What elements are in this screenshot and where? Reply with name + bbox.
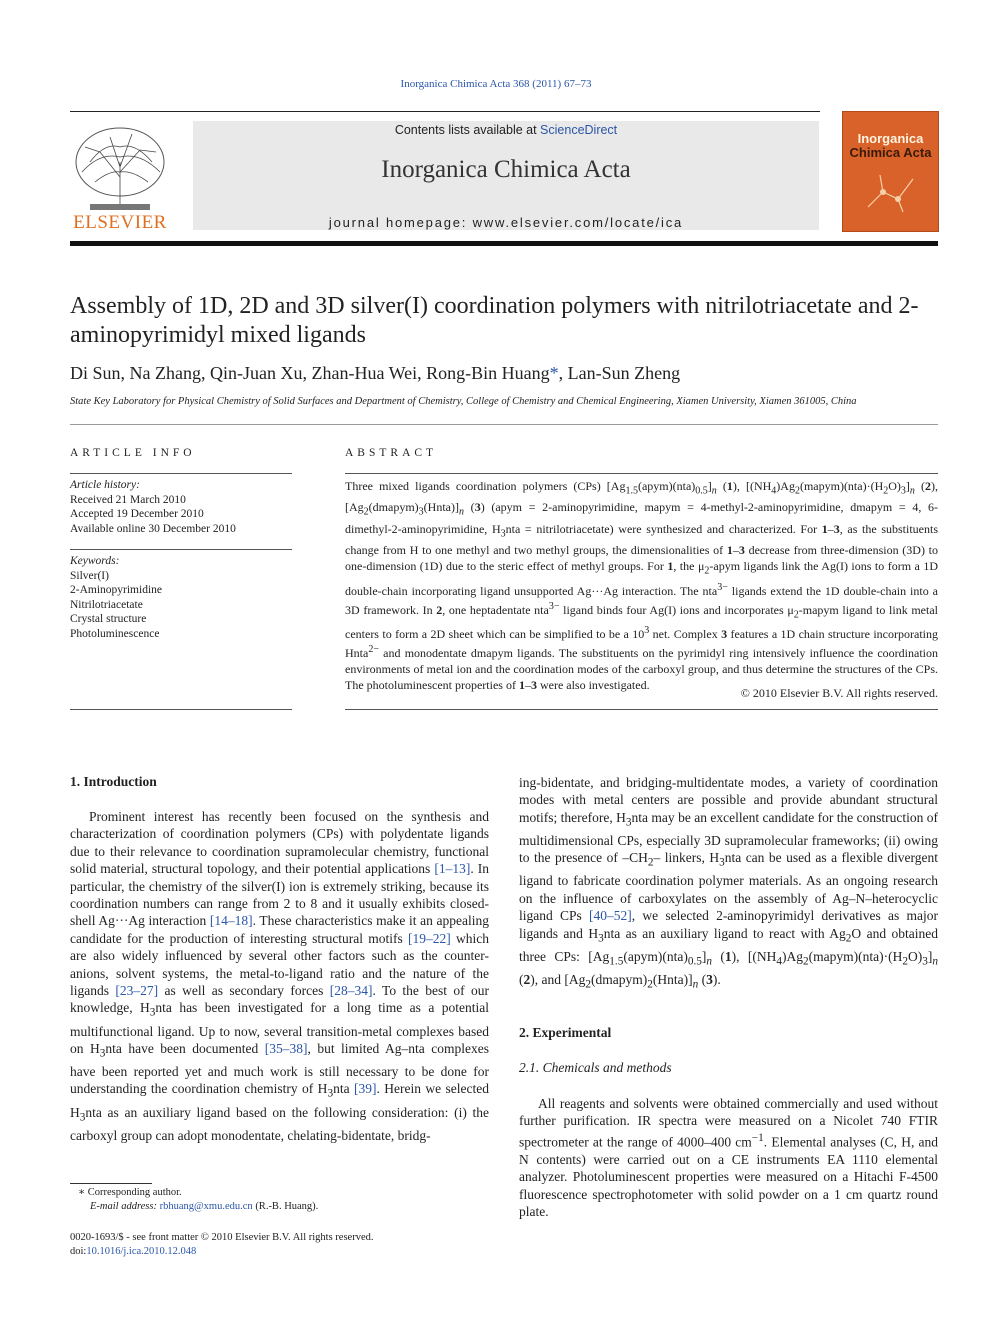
citation-link[interactable]: [40–52] <box>589 908 632 924</box>
abstract-heading: ABSTRACT <box>345 447 438 459</box>
email-label: E-mail address: <box>90 1201 157 1212</box>
email-link[interactable]: rbhuang@xmu.edu.cn <box>159 1201 253 1212</box>
citation-link[interactable]: [28–34] <box>329 983 373 999</box>
introduction-continued: ing-bidentate, and bridging-multidentate modes, a variety of coordination modes with metal centers are possible and provide abundant structural motifs; therefore, $H_3nta$ may be an excellent candidate for the construction of multidimensional CPs, especially 3D supramolecular frameworks; (ii) owing to the presence of $-CH_2-$ linkers, $H_3nta$ can be used as a flexible divergent ligand to fabricate coordination polymer materials. As an ongoing research on the influence of carboxylates on the assembly of Ag–N–heterocyclic ligand CPs [40–52], we selected 2-aminopyrimidyl derivatives as major ligands and $H_3nta$ as an auxiliary ligand to react with $Ag_2O$ and obtained three CPs: $[Ag_{1.5}(apym)(nta)_{0.5}]_n$ (1), $[(NH_4)Ag_2(mapym)(nta)\cdot(H_2O)_3]_n$ (2), and $[Ag_2(dmapym)_2(Hnta)]_n$ (3). <box>519 775 939 991</box>
corresponding-label: Corresponding author. <box>87 1187 182 1198</box>
history-received: Received 21 March 2010 <box>70 493 186 506</box>
experimental-heading: 2. Experimental <box>519 1025 612 1040</box>
abstract-rule <box>345 473 938 474</box>
keywords-label: Keywords: <box>70 555 120 567</box>
article-title: Assembly of 1D, 2D and 3D silver(I) coordination polymers with nitrilotriacetate and 2-aminopyrimidyl mixed ligands <box>70 293 919 348</box>
keyword: 2-Aminopyrimidine <box>70 584 162 596</box>
history-label: Article history: <box>70 479 140 491</box>
citation-link[interactable]: [23–27] <box>115 983 159 999</box>
keywords-block <box>70 554 292 641</box>
cover-molecule-icon <box>858 167 923 217</box>
citation-link[interactable]: [35–38] <box>264 1040 308 1056</box>
issn-doi-block <box>70 1231 490 1259</box>
chemicals-paragraph: All reagents and solvents were obtained commercially and used without further purification. IR spectra were measured on a Nicolet 740 FTIR spectrometer at the range of 4000–400 $cm^{-1}$. Elemental analyses (C, H, and N contents) were carried out on a CE instruments EA 1110 elemental analyzer. Photoluminescent properties were measured on a Hitachi F-4500 fluorescence spectrophotometer with solid powder on a 1 cm quartz round plate. <box>519 1096 939 1219</box>
affiliation: State Key Laboratory for Physical Chemistry of Solid Surfaces and Department of Chemistry, College of Chemistry and Chemical Engineering, Xiamen University, Xiamen 361005, China <box>70 396 857 407</box>
article-info-bottom-rule <box>70 709 292 710</box>
journal-cover <box>842 111 939 232</box>
introduction-paragraph: Prominent interest has recently been focused on the synthesis and characterization of coordination polymers (CPs) with polydentate ligands due to their relevance to coordination supramolecular chemistry, functional solid material, structural topology, and their potential applications [1–13]. In particular, the chemistry of the silver(I) ion is extremely striking, because its coordination numbers can range from 2 to 8 and it usually exhibits closed-shell Ag···Ag interaction [14–18]. These characteristics make it an appealing candidate for the production of interesting structural motifs [19–22] which are also widely influenced by several other factors such as the counter-anions, solvent systems, the metal-to-ligand ratio and the nature of the ligands [23–27] as well as secondary forces [28–34]. To the best of our knowledge, $H_3nta$ has been investigated for a long time as a potential multifunctional ligand. Up to now, several transition-metal complexes based on $H_3nta$ have been documented [35–38], but limited Ag–nta complexes have been reported yet and much work is still necessary to be done for understanding the coordination chemistry of $H_3nta$ [39]. Herein we selected $H_3nta$ as an auxiliary ligand based on the following consideration: (i) the carboxyl group can adopt monodentate, chelating-bidentate, bridg- <box>70 809 490 1143</box>
cover-title-2: Chimica Acta <box>849 145 932 160</box>
journal-title: Inorganica Chimica Acta <box>381 156 631 183</box>
corresponding-author-mark[interactable]: * <box>549 363 559 383</box>
abstract-bottom-rule <box>345 709 938 710</box>
keyword: Photoluminescence <box>70 627 160 640</box>
cover-title-1: Inorganica <box>857 131 924 146</box>
doi-link[interactable]: 10.1016/j.ica.2010.12.048 <box>86 1246 197 1257</box>
elsevier-logo <box>70 122 170 232</box>
footnote-rule <box>70 1183 152 1184</box>
footnote-star: ∗ <box>78 1187 88 1198</box>
citation-link[interactable]: [19–22] <box>408 930 451 946</box>
sciencedirect-link[interactable]: ScienceDirect <box>540 123 618 137</box>
abstract-text: Three mixed ligands coordination polymers (CPs) $[Ag_{1.5}(apym)(nta)_{0.5}]_n$ (1), $[(NH_4)Ag_2(mapym)(nta)\cdot(H_2O)_3]_n$ (2), $[Ag_2(dmapym)_3(Hnta)]_n$ (3) (apym = 2-aminopyrimidine, mapym = 4-methyl-2-aminopyrimidine, dmapym = 4, 6-dimethyl-2-aminopyrimidine, $H_3nta$ = nitrilotriacetate) were synthesized and characterized. For 1–3, as the substituents change from H to one methyl and two methyl groups, the dimensionalities of 1–3 decrease from three-dimension (3D) to one-dimension (1D) due to the steric effect of methyl groups. For 1, the $\mu_2$-apym ligands link the Ag(I) ions to form a 1D double-chain incorporating ligand unsupported Ag···Ag interaction. The nta$^{3-}$ ligands extend the 1D double-chain into a 3D framework. In 2, one heptadentate nta$^{3-}$ ligand binds four Ag(I) ions and incorporates $\mu_2$-mapym ligand to link metal centers to form a 2D sheet which can be simplified to be a $10^3$ net. Complex 3 features a 1D chain structure incorporating Hnta$^{2-}$ and monodentate dmapym ligands. The substituents on the pyrimidyl ring intensively influence the coordination environments of metal ion and the coordination modes of the carboxyl group, and thus determine the structures of the CPs. The photoluminescent properties of 1–3 were also investigated. <box>345 479 939 692</box>
article-history <box>70 478 292 536</box>
header-bottom-rule <box>70 241 938 246</box>
keyword: Silver(I) <box>70 569 109 582</box>
introduction-heading: 1. Introduction <box>70 774 157 789</box>
article-info-rule <box>70 473 292 474</box>
citation-link[interactable]: [39] <box>353 1081 377 1097</box>
authors-part-2: , Lan-Sun Zheng <box>558 363 681 383</box>
publisher-name: ELSEVIER <box>73 212 167 233</box>
history-accepted: Accepted 19 December 2010 <box>70 508 204 520</box>
chemicals-heading: 2.1. Chemicals and methods <box>519 1060 672 1075</box>
contents-prefix: Contents lists available at <box>394 123 541 137</box>
header-top-rule <box>70 111 820 112</box>
authors-part-1: Di Sun, Na Zhang, Qin-Juan Xu, Zhan-Hua Wei, Rong-Bin Huang <box>70 363 550 383</box>
history-online: Available online 30 December 2010 <box>70 522 236 535</box>
info-top-rule <box>70 424 938 425</box>
email-suffix: (R.-B. Huang). <box>255 1201 319 1212</box>
contents-line <box>193 123 819 137</box>
author-list <box>70 363 938 384</box>
keyword: Nitrilotriacetate <box>70 598 143 611</box>
citation-link[interactable]: [14–18] <box>209 913 253 929</box>
doi-label: doi: <box>70 1246 87 1257</box>
issn-line: 0020-1693/$ - see front matter © 2010 Elsevier B.V. All rights reserved. <box>70 1232 374 1243</box>
journal-homepage[interactable]: journal homepage: www.elsevier.com/locate/ica <box>328 215 684 230</box>
corresponding-footnote <box>70 1186 490 1214</box>
article-info-heading: ARTICLE INFO <box>70 447 196 459</box>
abstract-copyright: © 2010 Elsevier B.V. All rights reserved. <box>740 686 938 700</box>
keywords-rule <box>70 549 292 550</box>
keyword: Crystal structure <box>70 613 147 625</box>
citation-link[interactable]: [1–13] <box>434 861 471 877</box>
journal-reference[interactable]: Inorganica Chimica Acta 368 (2011) 67–73 <box>400 78 592 90</box>
